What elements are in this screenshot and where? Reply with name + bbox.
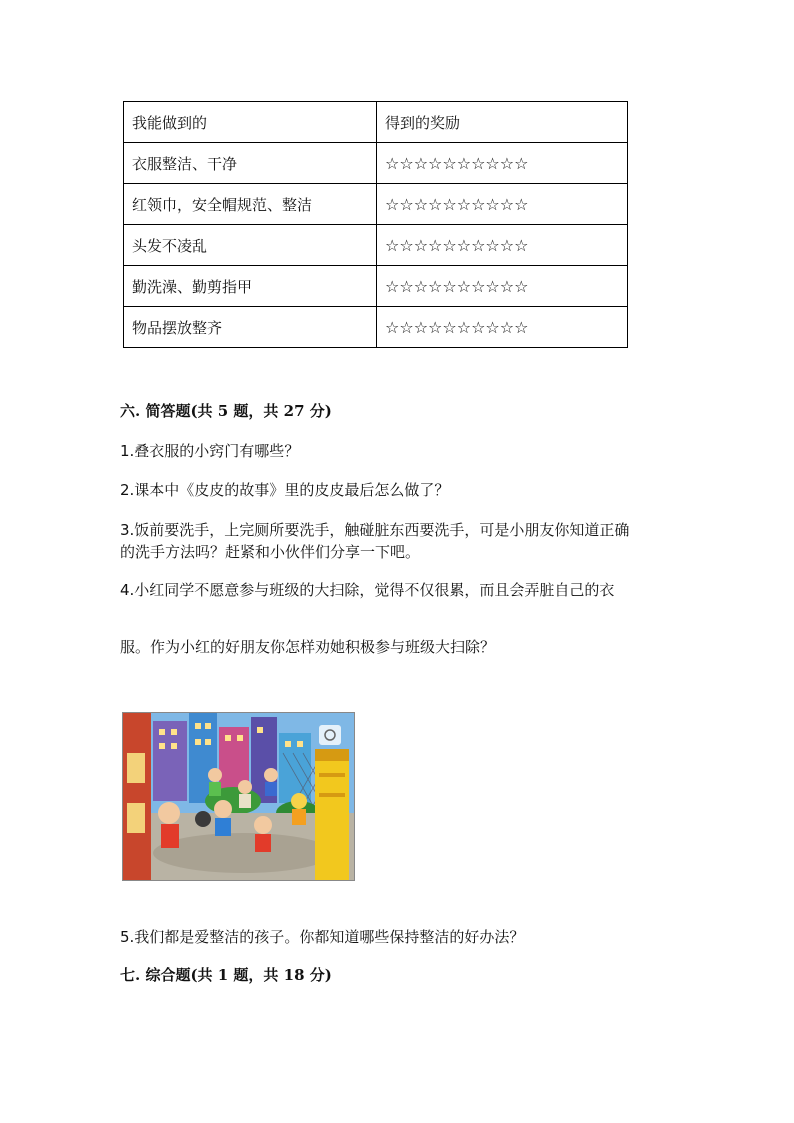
table-row bbox=[124, 266, 628, 307]
behavior-cell: 物品摆放整齐 bbox=[124, 307, 377, 348]
table-row bbox=[124, 143, 628, 184]
question-4-line-1: 4.小红同学不愿意参与班级的大扫除，觉得不仅很累，而且会弄脏自己的衣 bbox=[120, 581, 615, 599]
section-six-title: 六. 简答题(共 5 题，共 27 分) bbox=[120, 402, 332, 420]
table-header-cell: 我能做到的 bbox=[124, 102, 377, 143]
stars-cell: ☆☆☆☆☆☆☆☆☆☆ bbox=[377, 184, 628, 225]
behavior-cell: 勤洗澡、勤剪指甲 bbox=[124, 266, 377, 307]
table-header-row bbox=[124, 102, 628, 143]
behavior-cell: 红领巾，安全帽规范、整洁 bbox=[124, 184, 377, 225]
question-1: 1.叠衣服的小窍门有哪些？ bbox=[120, 442, 300, 460]
stars-cell: ☆☆☆☆☆☆☆☆☆☆ bbox=[377, 225, 628, 266]
cartoon-scene-image bbox=[123, 713, 355, 881]
question-4-line-2: 服。作为小红的好朋友你怎样劝她积极参与班级大扫除？ bbox=[120, 638, 496, 656]
question-3-line-2: 的洗手方法吗？赶紧和小伙伴们分享一下吧。 bbox=[120, 543, 421, 561]
behavior-cell: 衣服整洁、干净 bbox=[124, 143, 377, 184]
table-row bbox=[124, 184, 628, 225]
stars-cell: ☆☆☆☆☆☆☆☆☆☆ bbox=[377, 307, 628, 348]
cartoon-illustration bbox=[122, 712, 355, 881]
stars-cell: ☆☆☆☆☆☆☆☆☆☆ bbox=[377, 266, 628, 307]
table-row bbox=[124, 225, 628, 266]
table-header-cell: 得到的奖励 bbox=[377, 102, 628, 143]
question-3-line-1: 3.饭前要洗手，上完厕所要洗手，触碰脏东西要洗手，可是小朋友你知道正确 bbox=[120, 521, 630, 539]
question-2: 2.课本中《皮皮的故事》里的皮皮最后怎么做了？ bbox=[120, 481, 450, 499]
section-seven-title: 七. 综合题(共 1 题，共 18 分) bbox=[120, 966, 332, 984]
question-5: 5.我们都是爱整洁的孩子。你都知道哪些保持整洁的好办法？ bbox=[120, 928, 525, 946]
table-row bbox=[124, 307, 628, 348]
reward-table bbox=[123, 101, 628, 348]
stars-cell: ☆☆☆☆☆☆☆☆☆☆ bbox=[377, 143, 628, 184]
behavior-cell: 头发不凌乱 bbox=[124, 225, 377, 266]
